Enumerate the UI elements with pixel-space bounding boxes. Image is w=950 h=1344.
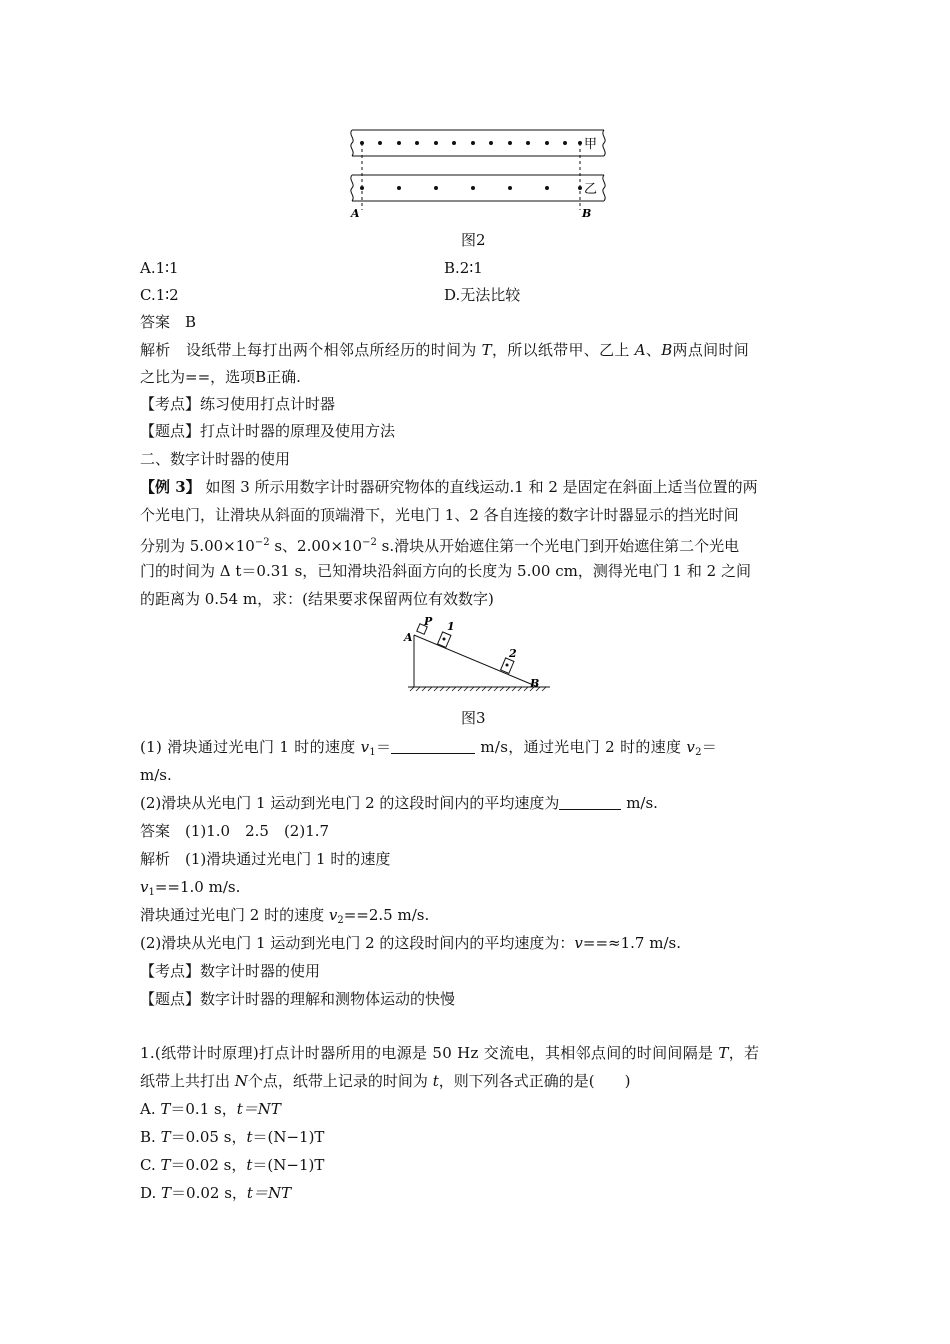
sub-2: 2	[695, 747, 702, 758]
ex3-q2	[140, 793, 658, 813]
q1-text: 个点，纸带上记录的时间为	[247, 1072, 433, 1090]
figure-2-tapes	[340, 120, 620, 225]
ex3-analysis-2	[140, 877, 240, 903]
example-3-line1	[140, 477, 758, 497]
var-a: A	[634, 341, 646, 359]
tape-yi-dots	[360, 186, 582, 190]
option-c: C.1∶2	[140, 286, 179, 304]
option-formula: ＝(N−1)T	[252, 1128, 325, 1146]
example-3-text: s、2.00×10	[269, 537, 363, 555]
option-label: B.	[140, 1128, 161, 1146]
exponent: −2	[254, 537, 270, 548]
ex3-q2-text: (2)滑块从光电门 1 运动到光电门 2 的这段时间内的平均速度为	[140, 794, 560, 812]
q1-option-c	[140, 1155, 324, 1175]
var-v1: v	[140, 878, 149, 896]
option-text: ＝0.05 s，	[170, 1128, 247, 1146]
analysis-text: 解析 设纸带上每打出两个相邻点所经历的时间为	[140, 341, 482, 359]
var-t: T	[718, 1044, 729, 1062]
q1-option-a	[140, 1099, 281, 1119]
label-a: A	[404, 631, 413, 644]
example-3-line3	[140, 533, 739, 556]
ex3-q1-text: (1) 滑块通过光电门 1 时的速度	[140, 738, 361, 756]
var-v1: v	[360, 738, 370, 756]
tape-label-jia: 甲	[584, 137, 598, 152]
sub-1: 1	[369, 747, 377, 758]
kaodian-2: 【考点】数字计时器的使用	[140, 962, 321, 980]
tape-jia	[351, 130, 605, 156]
ex3-analysis-text: ==2.5 m/s.	[343, 906, 430, 924]
ex3-analysis-4	[140, 933, 681, 953]
var-t: T	[160, 1100, 171, 1118]
example-3-line4: 门的时间为 Δ t＝0.31 s，已知滑块沿斜面方向的长度为 5.00 cm，测得光电门 1 和 2 之间	[140, 562, 751, 580]
tidian-2: 【题点】数字计时器的理解和测物体运动的快慢	[140, 990, 456, 1008]
example-3-line5: 的距离为 0.54 m，求：(结果要求保留两位有效数字)	[140, 590, 494, 608]
ex3-q1-line1	[140, 737, 717, 763]
option-text: ＝0.02 s，	[171, 1184, 247, 1202]
section-2-title: 二、数字计时器的使用	[140, 450, 291, 468]
analysis-text: ，所以纸带甲、乙上	[491, 341, 635, 359]
var-v2: v	[686, 738, 696, 756]
tape-label-yi: 乙	[584, 182, 598, 197]
q1-option-d	[140, 1183, 291, 1203]
answer-blank-v1[interactable]	[391, 739, 475, 754]
answer-blank-avg[interactable]	[559, 795, 621, 810]
figure-2-caption: 图2	[461, 231, 486, 249]
option-text: ＝0.1 s，	[170, 1100, 237, 1118]
var-t: T	[161, 1184, 172, 1202]
var-n: N	[234, 1072, 248, 1090]
tape-jia-dots	[360, 141, 582, 145]
label-p: P	[424, 615, 433, 628]
sub-2: 2	[337, 915, 344, 926]
option-formula: ＝NT	[252, 1184, 292, 1202]
var-t-lower: t	[246, 1128, 253, 1146]
var-t: T	[160, 1128, 171, 1146]
point-label-b: B	[582, 207, 592, 220]
photogate-2	[501, 658, 514, 673]
analysis-text: 两点间时间	[672, 341, 750, 359]
q1-line1	[140, 1043, 759, 1063]
tape-yi	[351, 175, 605, 201]
ex3-q1-text: ＝	[376, 738, 392, 756]
ex3-analysis-text: ==≈1.7 m/s.	[582, 934, 681, 952]
q1-text: ，则下列各式正确的是( )	[438, 1072, 631, 1090]
option-d: D.无法比较	[444, 286, 521, 304]
option-text: ＝0.02 s，	[170, 1156, 247, 1174]
ex3-q1-line2: m/s.	[140, 766, 172, 784]
example-3-label: 【例 3】	[140, 478, 201, 496]
q1-option-b	[140, 1127, 324, 1147]
kaodian-1: 【考点】练习使用打点计时器	[140, 395, 336, 413]
incline-structure	[408, 635, 550, 687]
exponent: −2	[362, 537, 377, 548]
label-2: 2	[509, 647, 517, 660]
ex3-analysis-text: ==1.0 m/s.	[154, 878, 241, 896]
point-label-a: A	[351, 207, 360, 220]
var-t-lower: t	[246, 1184, 253, 1202]
option-a: A.1∶1	[140, 259, 179, 277]
label-1: 1	[447, 620, 455, 633]
example-3-text: 如图 3 所示用数字计时器研究物体的直线运动.1 和 2 是固定在斜面上适当位置的两	[200, 478, 758, 496]
ex3-q1-text: ＝	[701, 738, 718, 756]
var-t-lower: t	[236, 1100, 243, 1118]
ex3-analysis-1: 解析 (1)滑块通过光电门 1 时的速度	[140, 850, 391, 868]
q1-line2	[140, 1071, 630, 1091]
example-3-text: 分别为 5.00×10	[140, 537, 255, 555]
var-v: v	[574, 934, 583, 952]
figure-3-caption: 图3	[461, 709, 486, 727]
analysis-text: 、	[645, 341, 662, 359]
ex3-analysis-3	[140, 905, 429, 931]
var-b: B	[661, 341, 673, 359]
option-label: A.	[140, 1100, 161, 1118]
q1-text: 纸带上共打出	[140, 1072, 235, 1090]
example-3-text: s.滑块从开始遮住第一个光电门到开始遮住第二个光电	[376, 537, 740, 555]
var-t: T	[481, 341, 492, 359]
var-t-lower: t	[246, 1156, 253, 1174]
example-3-line2: 个光电门，让滑块从斜面的顶端滑下，光电门 1、2 各自连接的数字计时器显示的挡光时间	[140, 506, 739, 524]
analysis-fig2-line2: 之比为==，选项B正确.	[140, 368, 301, 386]
ex3-answer: 答案 (1)1.0 2.5 (2)1.7	[140, 822, 330, 840]
figure-3-incline	[400, 615, 560, 695]
ex3-q2-text: m/s.	[621, 794, 658, 812]
var-t: T	[160, 1156, 171, 1174]
option-formula: ＝(N−1)T	[252, 1156, 325, 1174]
analysis-fig2-line1	[140, 340, 749, 360]
option-b: B.2∶1	[444, 259, 483, 277]
tidian-1: 【题点】打点计时器的原理及使用方法	[140, 422, 396, 440]
ground-hatching	[410, 687, 546, 691]
dashed-markers	[362, 143, 580, 210]
var-t-lower: t	[432, 1072, 439, 1090]
photogate-1	[438, 632, 451, 647]
ex3-analysis-text: (2)滑块从光电门 1 运动到光电门 2 的这段时间内的平均速度为：	[140, 934, 575, 952]
answer-fig2: 答案 B	[140, 313, 197, 331]
option-formula: ＝NT	[242, 1100, 281, 1118]
ex3-analysis-text: 滑块通过光电门 2 时的速度	[140, 906, 329, 924]
q1-text: ，若	[728, 1044, 760, 1062]
label-b: B	[530, 677, 540, 690]
var-v2: v	[328, 906, 338, 924]
q1-text: 1.(纸带计时原理)打点计时器所用的电源是 50 Hz 交流电，其相邻点间的时间间隔是	[140, 1044, 719, 1062]
sub-1: 1	[148, 887, 155, 898]
option-label: C.	[140, 1156, 161, 1174]
ex3-q1-text: m/s，通过光电门 2 时的速度	[475, 738, 687, 756]
option-label: D.	[140, 1184, 162, 1202]
